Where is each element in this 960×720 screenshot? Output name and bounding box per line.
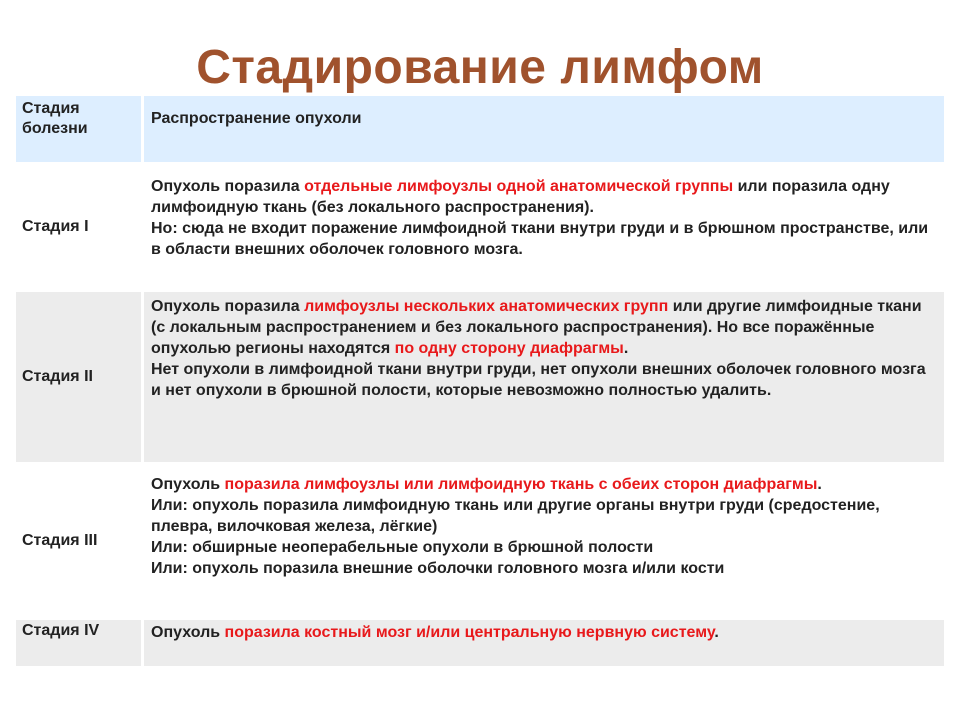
description-paragraph: Или: опухоль поразила лимфоидную ткань или другие органы внутри груди (средостение, плевра, вилочковая железа, лёгкие) bbox=[151, 497, 880, 535]
description-text: Опухоль bbox=[151, 624, 225, 641]
description-text: . bbox=[623, 340, 629, 357]
stage-description bbox=[141, 166, 944, 288]
description-text: или поразила одну лимфоидную ткань (без локального распространения). bbox=[151, 178, 890, 216]
highlighted-text: отдельные лимфоузлы одной анатомической группы bbox=[304, 178, 734, 195]
description-text: или другие лимфоидные ткани (с локальным распространением и без локального распространения). Но все поражённые опухолью регионы находятся bbox=[151, 298, 922, 357]
stage-label: Стадия II bbox=[22, 368, 93, 385]
stage-description bbox=[141, 620, 944, 666]
description-paragraph: Или: опухоль поразила внешние оболочки головного мозга и/или кости bbox=[151, 560, 725, 577]
highlighted-text: поразила костный мозг и/или центральную нервную систему bbox=[224, 624, 715, 641]
table-row bbox=[16, 466, 944, 616]
table-row bbox=[16, 620, 944, 666]
highlighted-text: лимфоузлы нескольких анатомических групп bbox=[304, 298, 669, 315]
description-text: . bbox=[817, 476, 822, 493]
description-paragraph: Или: обширные неоперабельные опухоли в брюшной полости bbox=[151, 539, 654, 556]
description-paragraph: Нет опухоли в лимфоидной ткани внутри груди, нет опухоли внешних оболочек головного мозга и нет опухоли в брюшной полости, которые невозможно полностью удалить. bbox=[151, 361, 926, 399]
header-stage-cell: Стадия болезни bbox=[22, 100, 88, 137]
stage-description bbox=[141, 292, 944, 462]
stage-label: Стадия IV bbox=[22, 622, 100, 639]
table-header-row bbox=[16, 96, 944, 162]
table-row bbox=[16, 166, 944, 288]
description-paragraph: Но: сюда не входит поражение лимфоидной ткани внутри груди и в брюшном пространстве, или в области внешних оболочек головного мозга. bbox=[151, 220, 929, 258]
staging-table bbox=[16, 96, 944, 666]
description-paragraph bbox=[151, 176, 938, 218]
stage-label: Стадия III bbox=[22, 532, 98, 549]
description-paragraph bbox=[151, 474, 938, 495]
highlighted-text: поразила лимфоузлы или лимфоидную ткань с обеих сторон диафрагмы bbox=[224, 476, 818, 493]
description-text: . bbox=[714, 624, 719, 641]
description-paragraph bbox=[151, 296, 938, 359]
stage-description bbox=[141, 466, 944, 616]
header-spread-cell: Распространение опухоли bbox=[141, 96, 944, 162]
stage-label: Стадия I bbox=[22, 218, 89, 235]
description-text: Опухоль bbox=[151, 476, 225, 493]
description-text: Опухоль поразила bbox=[151, 178, 305, 195]
description-paragraph bbox=[151, 622, 938, 643]
table-row bbox=[16, 292, 944, 462]
page-title: Стадирование лимфом bbox=[196, 41, 764, 94]
description-text: Опухоль поразила bbox=[151, 298, 305, 315]
highlighted-text: по одну сторону диафрагмы bbox=[394, 340, 624, 357]
